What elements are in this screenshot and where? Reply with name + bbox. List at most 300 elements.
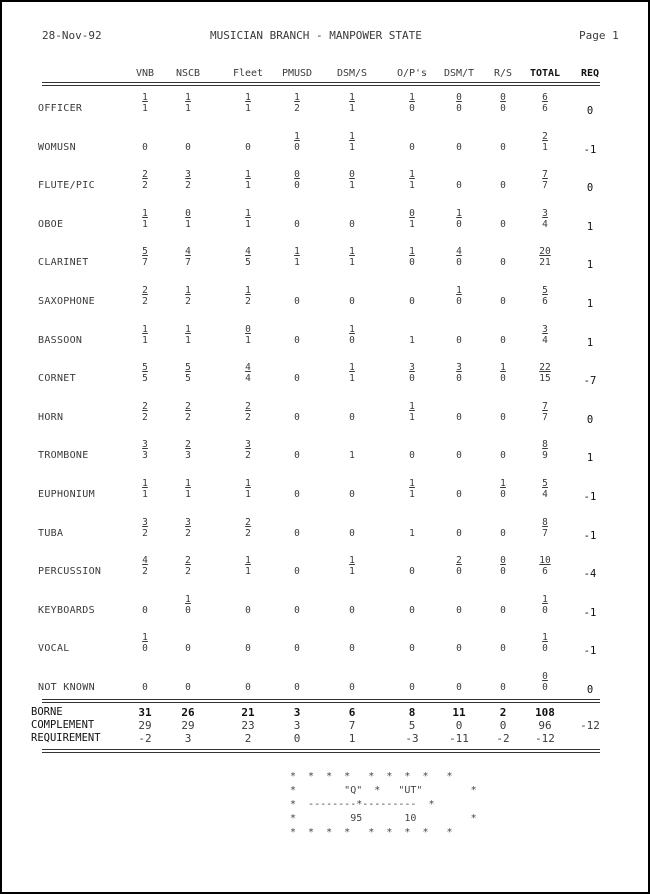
value-cell: 0 (349, 296, 355, 307)
complement-value: 1 (245, 218, 251, 230)
fraction-cell (142, 401, 148, 423)
complement-value: 3 (185, 450, 191, 462)
fraction-cell (542, 131, 548, 153)
complement-value: 2 (185, 180, 191, 192)
borne-value: 10 (539, 555, 551, 567)
value-cell: 0 (500, 450, 506, 462)
complement-value: 2 (245, 527, 251, 539)
borne-value: 3 (245, 439, 251, 451)
borne-value: 1 (294, 246, 300, 258)
complement-value: 2 (142, 566, 148, 578)
column-header: Fleet (232, 68, 264, 79)
complement-value: 0 (500, 103, 506, 114)
value-cell: 0 (500, 218, 506, 230)
fraction-cell (185, 246, 191, 268)
borne-value: 2 (142, 400, 148, 412)
fraction-cell (500, 362, 506, 384)
borne-value: 3 (542, 207, 548, 219)
fraction-cell (409, 401, 415, 423)
value-cell: 0 (245, 141, 251, 153)
borne-value: 0 (542, 671, 548, 682)
complement-value: 5 (142, 373, 148, 385)
complement-value: 0 (456, 218, 462, 230)
complement-value: 1 (185, 103, 191, 114)
header-rule (42, 82, 600, 86)
borne-value: 0 (500, 92, 506, 103)
fraction-cell (409, 478, 415, 500)
column-header: PMUSD (281, 68, 313, 79)
row-label: VOCAL (38, 643, 70, 655)
complement-value: 2 (185, 527, 191, 539)
fraction-cell (142, 362, 148, 384)
value-cell: 0 (456, 604, 462, 616)
fraction-cell (142, 439, 148, 461)
fraction-cell (142, 285, 148, 307)
req-value: 0 (586, 413, 594, 426)
complement-value: 15 (539, 373, 551, 385)
fraction-cell (142, 92, 148, 114)
summary-borne-value: 26 (181, 706, 195, 719)
fraction-cell (349, 246, 355, 268)
complement-value: 1 (542, 141, 548, 153)
complement-value: 0 (409, 373, 415, 385)
complement-value: 1 (142, 103, 148, 114)
fraction-cell (456, 555, 462, 577)
row-label: TUBA (38, 527, 64, 539)
complement-value: 0 (456, 566, 462, 578)
borne-value: 1 (245, 285, 251, 296)
borne-value: 20 (539, 246, 551, 258)
complement-value: 7 (185, 257, 191, 269)
complement-value: 6 (542, 103, 548, 114)
borne-value: 1 (500, 478, 506, 489)
fraction-cell (142, 169, 148, 191)
fraction-cell (409, 246, 415, 268)
stamp-line: * * * * * * * * * (290, 771, 453, 782)
value-cell: 0 (409, 141, 415, 153)
value-cell: 0 (456, 527, 462, 539)
value-cell: 0 (409, 682, 415, 693)
borne-value: 5 (142, 246, 148, 258)
req-value: 0 (586, 684, 594, 696)
complement-value: 1 (185, 334, 191, 346)
summary-requirement-value: 2 (244, 732, 252, 745)
fraction-cell (245, 208, 251, 230)
fraction-cell (542, 439, 548, 461)
borne-value: 1 (185, 285, 191, 296)
fraction-cell (245, 92, 251, 114)
borne-value: 1 (349, 92, 355, 103)
borne-value: 1 (245, 478, 251, 489)
complement-value: 2 (142, 180, 148, 192)
complement-value: 1 (142, 218, 148, 230)
complement-value: 7 (542, 180, 548, 192)
borne-value: 22 (539, 362, 551, 374)
summary-borne-value: 108 (535, 706, 555, 719)
fraction-cell (409, 169, 415, 191)
value-cell: 0 (349, 527, 355, 539)
complement-value: 2 (142, 527, 148, 539)
stamp-line: * "Q" * "UT" * (290, 785, 477, 796)
value-cell: 0 (142, 604, 148, 616)
borne-value: 0 (185, 207, 191, 219)
fraction-cell (539, 555, 550, 577)
borne-value: 1 (142, 478, 148, 489)
borne-value: 1 (349, 555, 355, 567)
fraction-cell (349, 555, 355, 577)
value-cell: 0 (500, 334, 506, 346)
borne-value: 5 (542, 285, 548, 296)
column-header: TOTAL (529, 68, 561, 79)
borne-value: 1 (409, 169, 415, 181)
complement-value: 7 (142, 257, 148, 269)
column-header: NSCB (175, 68, 201, 79)
complement-value: 1 (245, 334, 251, 346)
fraction-cell (456, 92, 462, 114)
borne-value: 5 (185, 362, 191, 374)
column-header: VNB (135, 68, 155, 79)
borne-value: 2 (456, 555, 462, 567)
value-cell: 0 (500, 643, 506, 655)
borne-value: 3 (542, 323, 548, 335)
stamp-line: * * * * * * * * * (290, 827, 453, 838)
borne-value: 1 (245, 92, 251, 103)
borne-value: 1 (349, 362, 355, 374)
complement-value: 1 (142, 489, 148, 500)
row-label: HORN (38, 411, 64, 423)
borne-value: 4 (245, 246, 251, 258)
fraction-cell (409, 208, 415, 230)
fraction-cell (409, 362, 415, 384)
summary-rule-bottom (42, 749, 600, 753)
value-cell: 0 (409, 604, 415, 616)
value-cell: 0 (294, 643, 300, 655)
qut-stamp (290, 770, 477, 840)
complement-value: 0 (349, 334, 355, 346)
fraction-cell (142, 632, 148, 654)
borne-value: 0 (294, 169, 300, 181)
borne-value: 1 (185, 593, 191, 605)
borne-value: 2 (185, 400, 191, 412)
complement-value: 2 (245, 450, 251, 462)
complement-value: 1 (409, 411, 415, 423)
fraction-cell (294, 246, 300, 268)
fraction-cell (542, 92, 548, 114)
complement-value: 4 (542, 489, 548, 500)
row-label: BASSOON (38, 334, 83, 346)
fraction-cell (185, 478, 191, 500)
summary-complement-value: 96 (538, 719, 552, 732)
req-value: -1 (583, 606, 597, 619)
summary-requirement-value: 0 (293, 732, 301, 745)
complement-value: 1 (409, 489, 415, 500)
summary-borne-value: 6 (348, 706, 356, 719)
req-value: 1 (586, 336, 594, 349)
req-value: 0 (586, 182, 594, 195)
value-cell: 0 (294, 411, 300, 423)
fraction-cell (500, 92, 506, 114)
req-value: -1 (583, 645, 597, 658)
value-cell: 0 (500, 411, 506, 423)
summary-requirement-value: -2 (496, 732, 510, 745)
fraction-cell (142, 555, 148, 577)
fraction-cell (294, 131, 300, 153)
complement-value: 0 (294, 141, 300, 153)
complement-value: 1 (294, 257, 300, 269)
summary-requirement-value: 3 (184, 732, 192, 745)
fraction-cell (456, 246, 462, 268)
borne-value: 1 (142, 92, 148, 103)
value-cell: 0 (500, 180, 506, 192)
stamp-line: * 95 10 * (290, 813, 477, 824)
borne-value: 1 (409, 246, 415, 258)
value-cell: 1 (409, 334, 415, 346)
summary-borne-value: 31 (138, 706, 152, 719)
value-cell: 0 (294, 334, 300, 346)
fraction-cell (542, 169, 548, 191)
row-label: NOT KNOWN (38, 682, 95, 693)
borne-value: 4 (245, 362, 251, 374)
summary-req-total: -12 (580, 719, 600, 732)
fraction-cell (349, 362, 355, 384)
borne-value: 0 (409, 207, 415, 219)
borne-value: 1 (409, 92, 415, 103)
value-cell: 0 (245, 682, 251, 693)
value-cell: 0 (456, 643, 462, 655)
complement-value: 2 (185, 296, 191, 307)
fraction-cell (542, 285, 548, 307)
borne-value: 4 (185, 246, 191, 258)
summary-complement-value: 5 (408, 719, 416, 732)
complement-value: 9 (542, 450, 548, 462)
value-cell: 0 (456, 489, 462, 500)
complement-value: 0 (500, 566, 506, 578)
fraction-cell (142, 208, 148, 230)
complement-value: 7 (542, 527, 548, 539)
borne-value: 2 (185, 555, 191, 567)
fraction-cell (542, 632, 548, 654)
value-cell: 0 (349, 411, 355, 423)
borne-value: 1 (142, 323, 148, 335)
borne-value: 1 (185, 92, 191, 103)
fraction-cell (185, 92, 191, 114)
fraction-cell (542, 478, 548, 500)
complement-value: 0 (542, 604, 548, 616)
value-cell: 0 (349, 643, 355, 655)
value-cell: 0 (456, 411, 462, 423)
column-header: DSM/S (336, 68, 368, 79)
borne-value: 1 (245, 555, 251, 567)
value-cell: 0 (500, 527, 506, 539)
value-cell: 0 (456, 450, 462, 462)
complement-value: 0 (409, 257, 415, 269)
column-header: DSM/T (443, 68, 475, 79)
value-cell: 0 (294, 450, 300, 462)
borne-value: 3 (185, 169, 191, 181)
borne-value: 1 (294, 92, 300, 103)
borne-value: 1 (409, 478, 415, 489)
value-cell: 0 (349, 604, 355, 616)
summary-requirement-value: -11 (449, 732, 469, 745)
borne-value: 3 (456, 362, 462, 374)
borne-value: 1 (349, 246, 355, 258)
summary-complement-value: 3 (293, 719, 301, 732)
borne-value: 7 (542, 169, 548, 181)
fraction-cell (500, 555, 506, 577)
req-value: -1 (583, 491, 597, 503)
fraction-cell (542, 324, 548, 346)
borne-value: 2 (142, 285, 148, 296)
row-label: KEYBOARDS (38, 604, 95, 616)
complement-value: 1 (349, 257, 355, 269)
fraction-cell (349, 92, 355, 114)
borne-value: 3 (142, 439, 148, 451)
complement-value: 0 (185, 604, 191, 616)
complement-value: 3 (142, 450, 148, 462)
complement-value: 1 (245, 566, 251, 578)
summary-requirement-value: -3 (405, 732, 419, 745)
value-cell: 0 (185, 682, 191, 693)
fraction-cell (185, 362, 191, 384)
borne-value: 4 (456, 246, 462, 258)
complement-value: 1 (185, 489, 191, 500)
req-value: -1 (583, 529, 597, 542)
complement-value: 0 (294, 180, 300, 192)
req-value: 1 (586, 259, 594, 272)
complement-value: 1 (349, 141, 355, 153)
row-label: FLUTE/PIC (38, 180, 95, 192)
fraction-cell (539, 362, 550, 384)
value-cell: 0 (294, 604, 300, 616)
fraction-cell (500, 478, 506, 500)
value-cell: 0 (456, 180, 462, 192)
req-value: -7 (583, 375, 597, 388)
borne-value: 1 (542, 632, 548, 644)
complement-value: 0 (142, 643, 148, 655)
borne-value: 7 (542, 400, 548, 412)
borne-value: 5 (542, 478, 548, 489)
value-cell: 0 (294, 218, 300, 230)
value-cell: 0 (409, 643, 415, 655)
complement-value: 1 (245, 180, 251, 192)
row-label: CLARINET (38, 257, 89, 269)
summary-label: REQUIREMENT (31, 732, 101, 744)
column-header: O/P's (396, 68, 428, 79)
borne-value: 8 (542, 439, 548, 451)
value-cell: 0 (456, 141, 462, 153)
row-label: WOMUSN (38, 141, 76, 153)
value-cell: 0 (185, 643, 191, 655)
summary-requirement-value: -2 (138, 732, 152, 745)
complement-value: 1 (349, 566, 355, 578)
borne-value: 1 (245, 207, 251, 219)
value-cell: 1 (349, 450, 355, 462)
fraction-cell (185, 169, 191, 191)
fraction-cell (245, 285, 251, 307)
value-cell: 0 (245, 643, 251, 655)
fraction-cell (542, 208, 548, 230)
fraction-cell (142, 246, 148, 268)
fraction-cell (185, 324, 191, 346)
complement-value: 2 (245, 411, 251, 423)
fraction-cell (542, 517, 548, 539)
row-label: CORNET (38, 373, 76, 385)
borne-value: 1 (409, 400, 415, 412)
borne-value: 8 (542, 516, 548, 528)
borne-value: 1 (245, 169, 251, 181)
borne-value: 2 (245, 516, 251, 528)
req-value: -4 (583, 568, 597, 581)
column-header: REQ (580, 68, 600, 79)
complement-value: 0 (542, 643, 548, 655)
row-label: EUPHONIUM (38, 489, 95, 500)
value-cell: 0 (294, 527, 300, 539)
fraction-cell (142, 478, 148, 500)
value-cell: 0 (294, 682, 300, 693)
value-cell: 0 (294, 489, 300, 500)
borne-value: 0 (500, 555, 506, 567)
borne-value: 4 (142, 555, 148, 567)
complement-value: 0 (456, 103, 462, 114)
borne-value: 1 (542, 593, 548, 605)
complement-value: 4 (245, 373, 251, 385)
complement-value: 1 (245, 489, 251, 500)
borne-value: 0 (245, 323, 251, 335)
complement-value: 2 (185, 411, 191, 423)
borne-value: 1 (142, 632, 148, 644)
summary-complement-value: 23 (241, 719, 255, 732)
borne-value: 0 (349, 169, 355, 181)
summary-complement-value: 0 (455, 719, 463, 732)
fraction-cell (245, 555, 251, 577)
fraction-cell (185, 208, 191, 230)
fraction-cell (185, 439, 191, 461)
borne-value: 1 (294, 130, 300, 142)
value-cell: 0 (409, 566, 415, 578)
value-cell: 0 (456, 334, 462, 346)
fraction-cell (409, 92, 415, 114)
page-number: Page 1 (579, 29, 619, 42)
fraction-cell (142, 517, 148, 539)
row-label: OBOE (38, 218, 64, 230)
req-value: -1 (583, 143, 597, 156)
complement-value: 21 (539, 257, 551, 269)
borne-value: 1 (456, 207, 462, 219)
value-cell: 0 (185, 141, 191, 153)
complement-value: 0 (456, 373, 462, 385)
complement-value: 4 (542, 218, 548, 230)
borne-value: 1 (185, 323, 191, 335)
borne-value: 3 (142, 516, 148, 528)
summary-label: BORNE (31, 706, 63, 718)
complement-value: 0 (500, 373, 506, 385)
fraction-cell (542, 401, 548, 423)
summary-borne-value: 11 (452, 706, 466, 719)
complement-value: 5 (185, 373, 191, 385)
borne-value: 3 (185, 516, 191, 528)
complement-value: 1 (349, 103, 355, 114)
value-cell: 0 (294, 566, 300, 578)
complement-value: 2 (142, 411, 148, 423)
row-label: OFFICER (38, 103, 83, 114)
fraction-cell (456, 362, 462, 384)
borne-value: 2 (185, 439, 191, 451)
value-cell: 0 (245, 604, 251, 616)
fraction-cell (349, 131, 355, 153)
borne-value: 5 (142, 362, 148, 374)
value-cell: 0 (349, 682, 355, 693)
fraction-cell (245, 362, 251, 384)
